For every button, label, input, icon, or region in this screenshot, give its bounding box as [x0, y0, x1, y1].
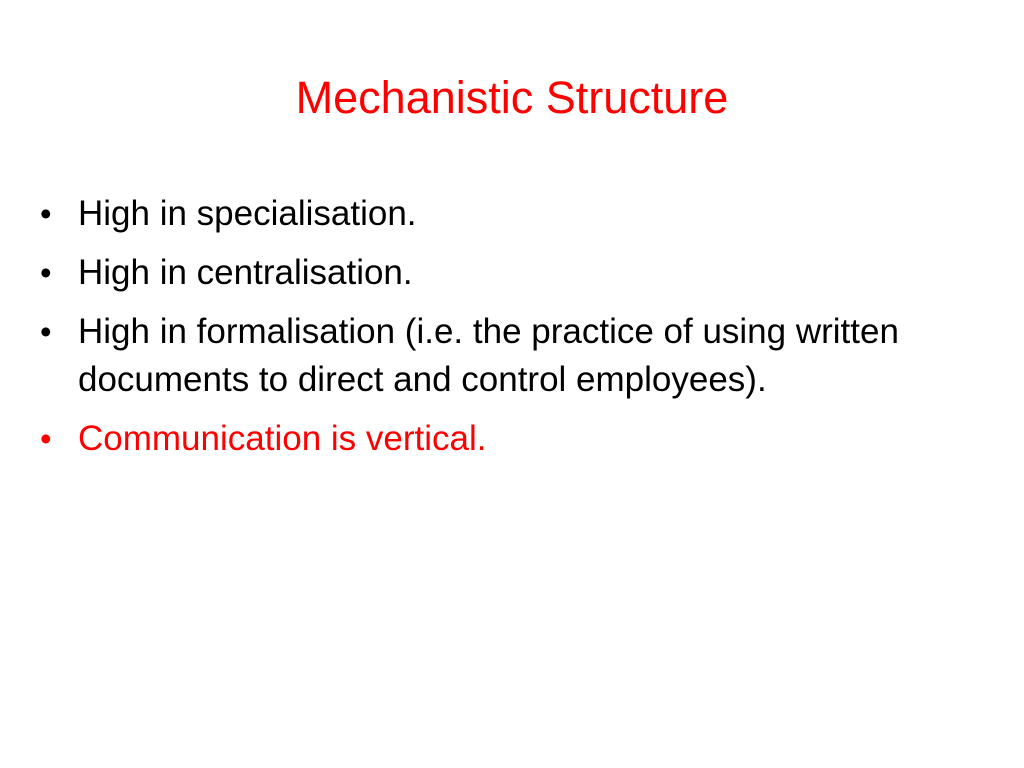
bullet-text: High in formalisation (i.e. the practice of using written documents to direct and control employees). — [78, 312, 899, 399]
bullet-item-centralisation — [38, 249, 998, 297]
bullet-item-formalisation — [38, 308, 998, 404]
bullet-dot-icon: • — [40, 313, 52, 350]
bullet-item-specialisation — [38, 190, 998, 238]
bullet-list — [38, 190, 998, 474]
bullet-text: High in centralisation. — [78, 253, 413, 292]
bullet-dot-icon: • — [40, 254, 52, 291]
bullet-dot-icon: • — [40, 420, 52, 457]
bullet-item-communication — [38, 415, 998, 463]
bullet-text: High in specialisation. — [78, 194, 417, 233]
slide-title: Mechanistic Structure — [295, 72, 729, 123]
bullet-text: Communication is vertical. — [78, 419, 487, 458]
bullet-dot-icon: • — [40, 195, 52, 232]
